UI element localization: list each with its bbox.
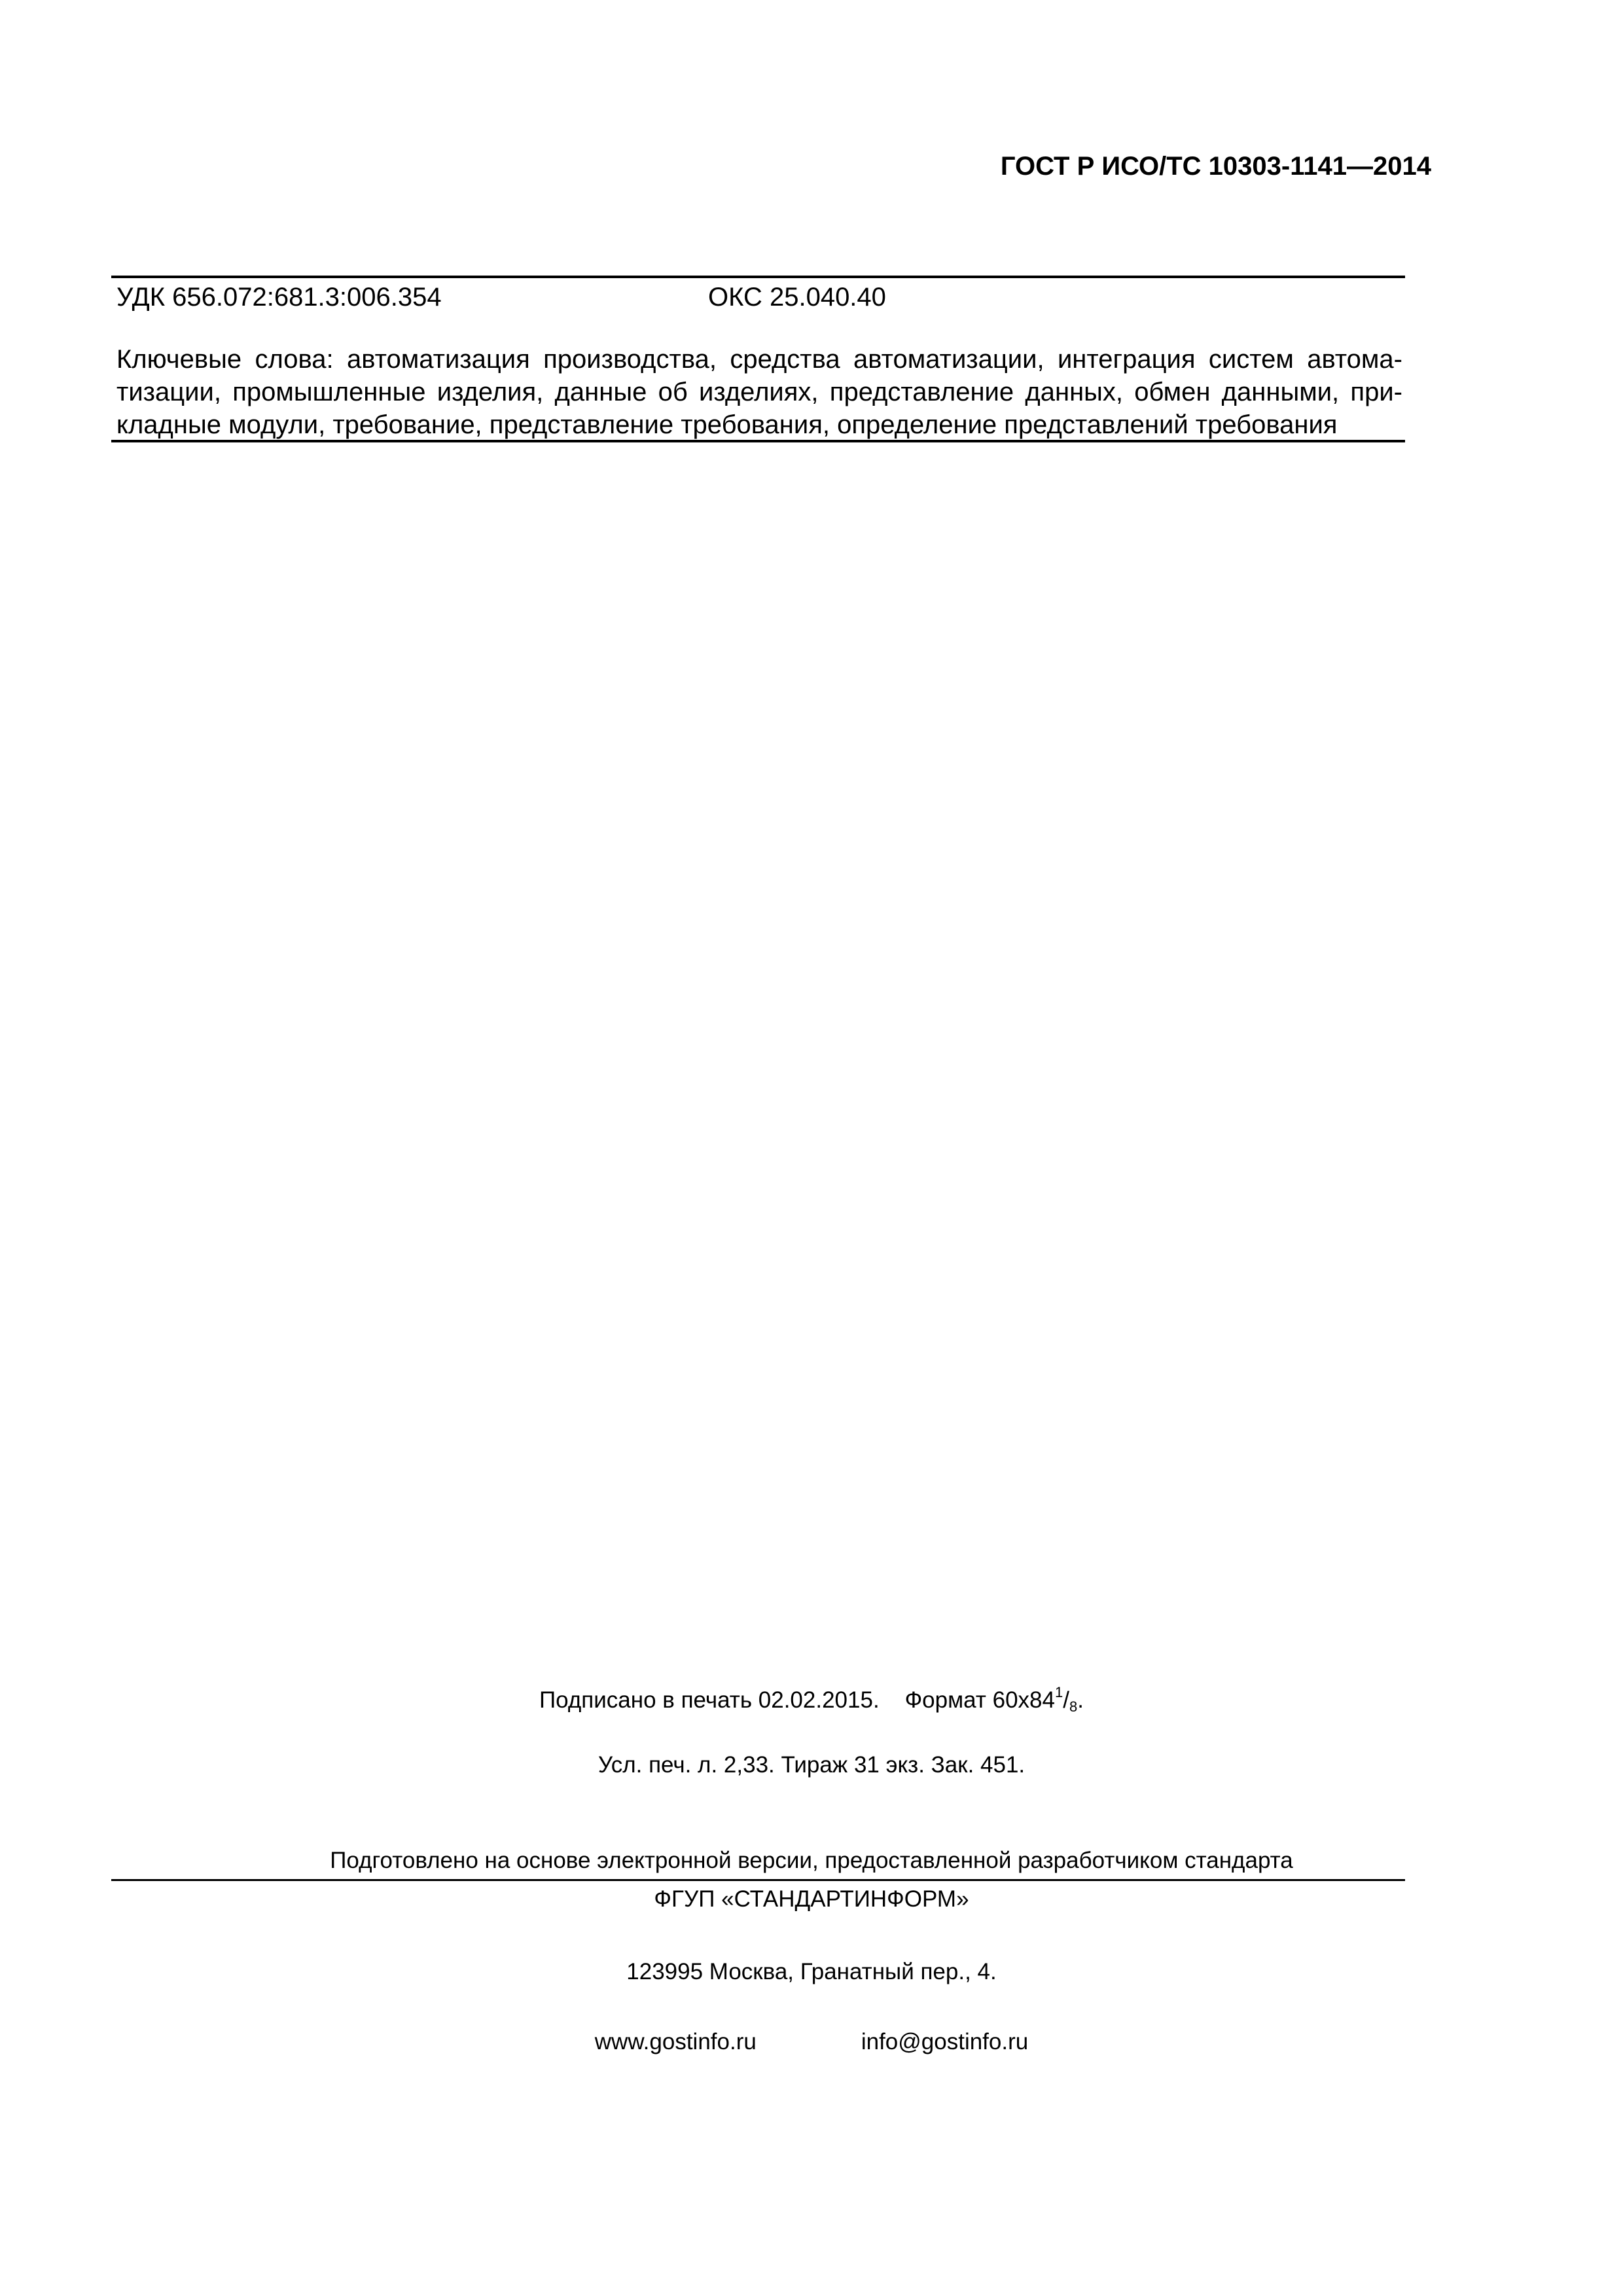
publisher-address: 123995 Москва, Гранатный пер., 4.: [626, 1959, 997, 1984]
document-code: ГОСТ Р ИСО/ТС 10303-1141—2014: [1000, 152, 1431, 181]
imprint-signed-line: Подписано в печать 02.02.2015. Формат $60х84^1/_8$.: [539, 1684, 1084, 1715]
contact-links: [0, 2029, 1623, 2055]
format-fraction-denominator: 8: [1069, 1698, 1078, 1715]
top-rule: [111, 276, 1405, 278]
keywords-line: кладные модули, требование, представление требования, определение представлений требования: [116, 410, 1338, 439]
udk-code: УДК 656.072:681.3:006.354: [116, 283, 442, 312]
keywords-block: [116, 343, 1402, 441]
publisher-rule: [111, 1879, 1405, 1881]
website-link[interactable]: www.gostinfo.ru: [594, 2029, 757, 2054]
keywords-line: тизации, промышленные изделия, данные об изделиях, представление данных, обмен данными, при-: [116, 378, 1402, 406]
email-link[interactable]: info@gostinfo.ru: [861, 2029, 1029, 2054]
keywords-line: Ключевые слова: автоматизация производства, средства автоматизации, интеграция систем автома-: [116, 345, 1402, 374]
format-prefix: Формат 60х84: [904, 1687, 1055, 1713]
format-fraction-numerator: 1: [1055, 1684, 1063, 1700]
prepared-note: Подготовлено на основе электронной версии, предоставленной разработчиком стандарта: [330, 1848, 1293, 1873]
signed-date: Подписано в печать 02.02.2015.: [539, 1687, 880, 1713]
print-info: Усл. печ. л. 2,33. Тираж 31 экз. Зак. 451.: [597, 1752, 1026, 1778]
publisher-name: ФГУП «СТАНДАРТИНФОРМ»: [654, 1886, 969, 1912]
format-suffix: .: [1077, 1687, 1084, 1713]
oks-code: ОКС 25.040.40: [708, 283, 886, 312]
keywords-rule: [111, 440, 1405, 442]
